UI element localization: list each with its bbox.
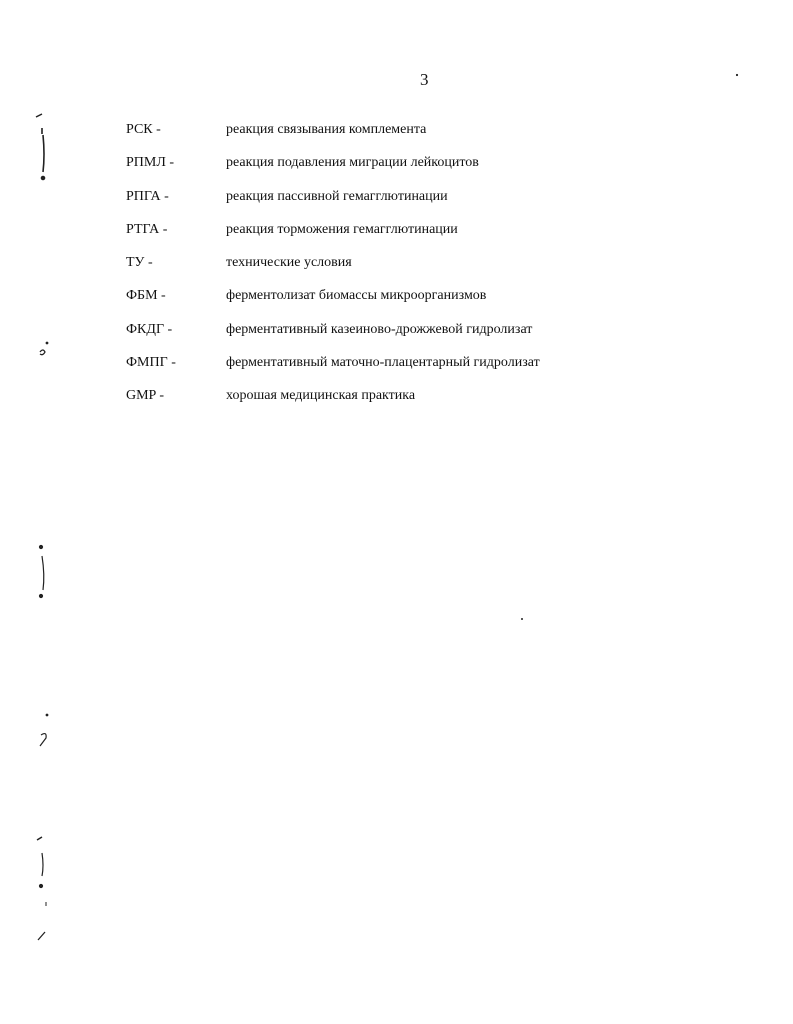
abbreviation-definition: ферментативный маточно-плацентарный гидролизат: [226, 355, 540, 371]
abbreviation-definition: реакция связывания комплемента: [226, 122, 427, 137]
abbreviation-term: GMP -: [126, 388, 164, 404]
abbreviation-definition: реакция пассивной гемагглютинации: [226, 188, 448, 204]
abbreviation-term: РТГА -: [126, 221, 168, 237]
abbreviation-row: [126, 286, 746, 319]
scan-dot: [46, 714, 48, 716]
scan-mark: [42, 128, 44, 172]
scan-dot: [39, 884, 42, 887]
scan-dot: [736, 74, 737, 75]
scan-dot: [41, 176, 45, 180]
scan-dot: [46, 342, 48, 344]
scan-dot: [39, 594, 42, 597]
scan-mark: [40, 350, 45, 355]
abbreviation-list: [126, 120, 746, 420]
abbreviation-definition: реакция торможения гемагглютинации: [226, 221, 458, 237]
abbreviation-row: [126, 120, 746, 153]
abbreviation-term: ФМПГ -: [126, 355, 176, 371]
abbreviation-term: РСК -: [126, 122, 161, 137]
abbreviation-row: [126, 253, 746, 286]
scan-dot: [39, 545, 42, 548]
abbreviation-row: [126, 220, 746, 253]
abbreviation-row: [126, 320, 746, 353]
abbreviation-definition: технические условия: [226, 255, 352, 271]
abbreviation-definition: ферментолизат биомассы микроорганизмов: [226, 288, 487, 304]
scan-mark: [42, 556, 44, 590]
abbreviation-term: РПГА -: [126, 188, 169, 204]
scan-mark: [37, 837, 42, 840]
scan-mark: [40, 734, 46, 746]
abbreviation-definition: ферментативный казеиново-дрожжевой гидролизат: [226, 321, 533, 337]
scan-mark: [38, 932, 45, 940]
abbreviation-definition: хорошая медицинская практика: [226, 388, 416, 404]
page-number: 3: [420, 70, 429, 89]
abbreviation-term: РПМЛ -: [126, 155, 175, 171]
abbreviation-row: [126, 153, 746, 186]
abbreviation-definition: реакция подавления миграции лейкоцитов: [226, 155, 479, 171]
scan-mark: [42, 853, 43, 876]
abbreviation-term: ФКДГ -: [126, 321, 173, 337]
abbreviation-row: [126, 386, 746, 419]
scan-mark: [36, 114, 42, 117]
abbreviation-term: ТУ -: [126, 255, 153, 271]
scan-dot: [522, 619, 523, 620]
abbreviation-row: [126, 187, 746, 220]
abbreviation-row: [126, 353, 746, 386]
abbreviation-term: ФБМ -: [126, 288, 166, 304]
